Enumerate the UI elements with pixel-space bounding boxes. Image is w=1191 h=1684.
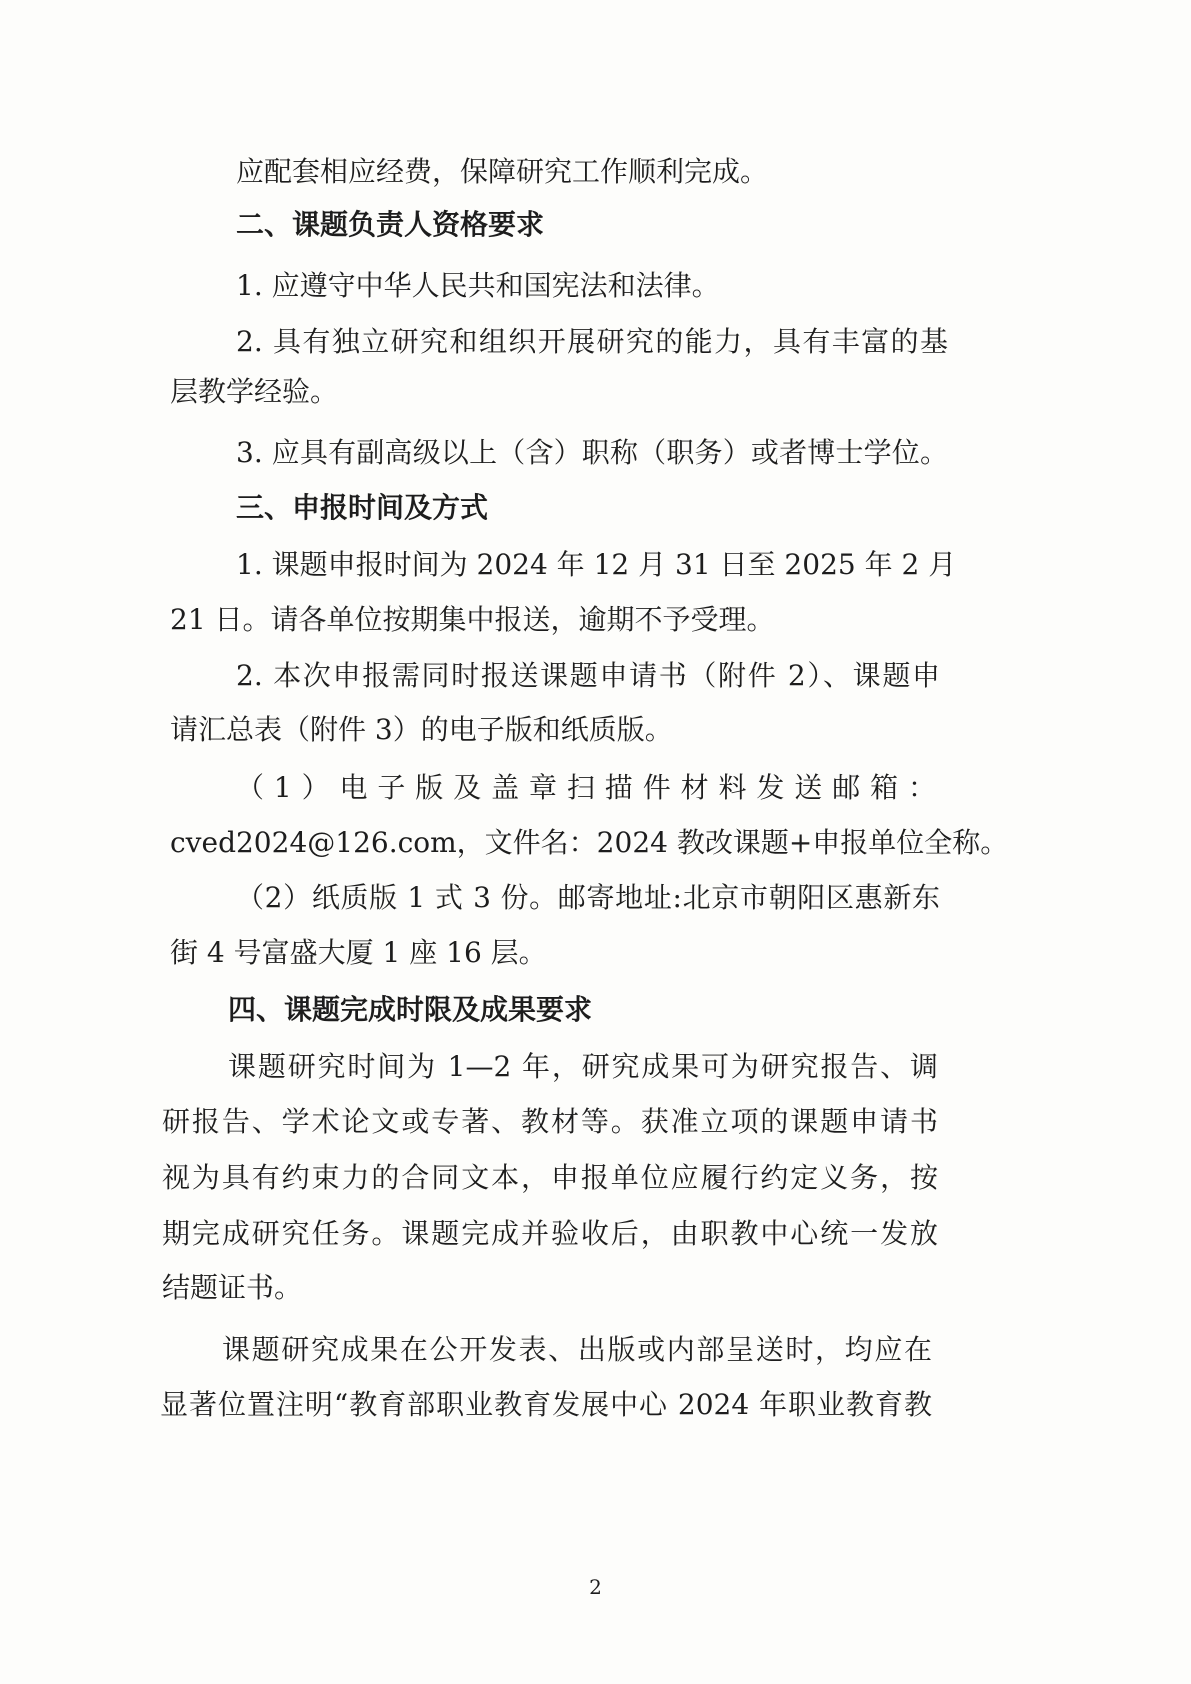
- paragraph-line: 街 4 号富盛大厦 1 座 16 层。: [170, 936, 547, 969]
- paragraph-line: 视为具有约束力的合同文本，申报单位应履行约定义务，按: [162, 1161, 938, 1194]
- list-item: 2. 本次申报需同时报送课题申请书（附件 2）、课题申: [236, 659, 940, 692]
- section-heading: 三、申报时间及方式: [236, 491, 489, 524]
- paragraph-line: cved2024@126.com，文件名：2024 教改课题+申报单位全称。: [170, 826, 1009, 859]
- list-item: 1. 课题申报时间为 2024 年 12 月 31 日至 2025 年 2 月: [236, 548, 957, 581]
- section-heading: 四、课题完成时限及成果要求: [228, 993, 593, 1026]
- paragraph-line: 请汇总表（附件 3）的电子版和纸质版。: [170, 713, 673, 746]
- paragraph-line: 21 日。请各单位按期集中报送，逾期不予受理。: [170, 603, 775, 636]
- paragraph-line: 课题研究时间为 1—2 年，研究成果可为研究报告、调: [228, 1050, 938, 1083]
- paragraph-line: 显著位置注明“教育部职业教育发展中心 2024 年职业教育教: [160, 1388, 932, 1421]
- paragraph-line: 层教学经验。: [170, 375, 339, 408]
- list-item: （2）纸质版 1 式 3 份。邮寄地址:北京市朝阳区惠新东: [236, 881, 940, 914]
- list-item: 3. 应具有副高级以上（含）职称（职务）或者博士学位。: [236, 436, 948, 469]
- list-item: （1）电子版及盖章扫描件材料发送邮箱：: [236, 771, 936, 804]
- paragraph-line: 研报告、学术论文或专著、教材等。获准立项的课题申请书: [162, 1105, 938, 1138]
- paragraph-line: 课题研究成果在公开发表、出版或内部呈送时，均应在: [222, 1333, 932, 1366]
- page-number: 2: [589, 1575, 602, 1599]
- list-item: 2. 具有独立研究和组织开展研究的能力，具有丰富的基: [236, 325, 948, 358]
- list-item: 1. 应遵守中华人民共和国宪法和法律。: [236, 269, 720, 302]
- paragraph-line: 结题证书。: [162, 1271, 303, 1304]
- paragraph-line: 期完成研究任务。课题完成并验收后，由职教中心统一发放: [162, 1217, 938, 1250]
- section-heading: 二、课题负责人资格要求: [236, 208, 545, 241]
- paragraph-line: 应配套相应经费，保障研究工作顺利完成。: [236, 155, 769, 188]
